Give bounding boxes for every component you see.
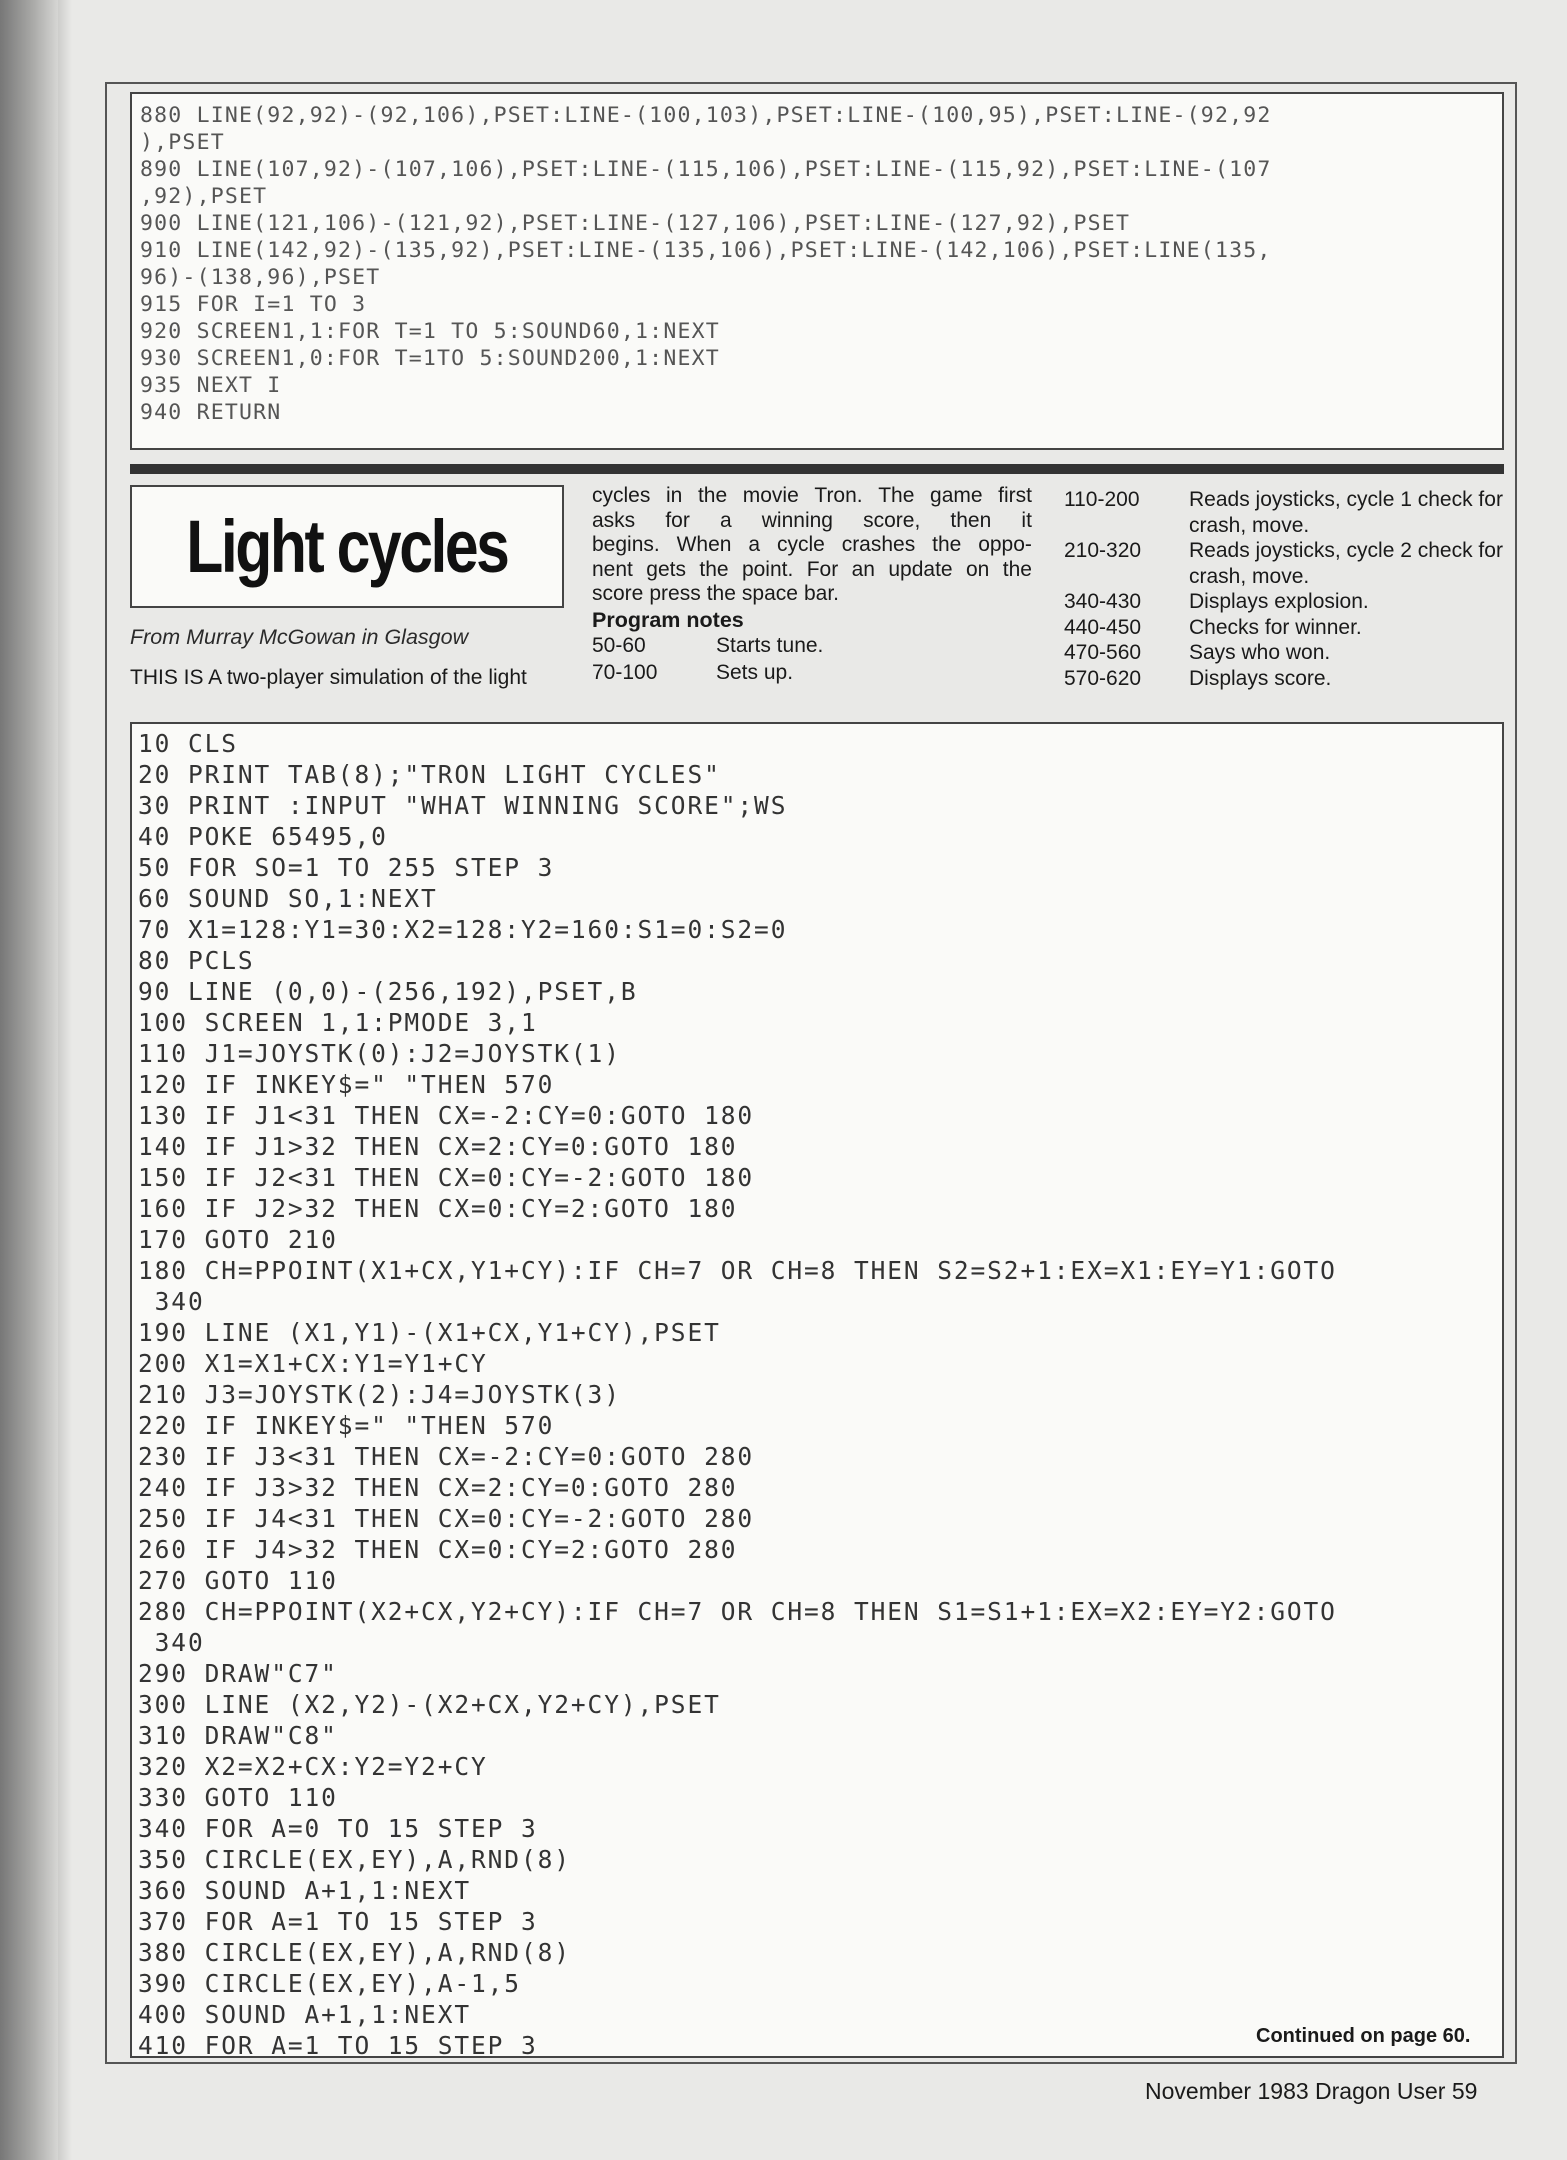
word: for: [665, 508, 690, 532]
note-description: Reads joysticks, cycle 1 check for crash, move.: [1189, 488, 1503, 537]
note-description: Reads joysticks, cycle 2 check for crash, move.: [1189, 539, 1503, 588]
program-note: [1064, 538, 1514, 589]
note-description: Displays score.: [1189, 666, 1332, 690]
word: asks: [592, 508, 636, 532]
article-line: [592, 484, 1032, 509]
main-code-listing: [130, 722, 1504, 2058]
code-line: 920 SCREEN1,1:FOR T=1 TO 5:SOUND60,1:NEXT: [140, 319, 720, 344]
code-line: 160 IF J2>32 THEN CX=0:CY=2:GOTO 180: [138, 1194, 738, 1223]
code-line: 150 IF J2<31 THEN CX=0:CY=-2:GOTO 180: [138, 1163, 755, 1192]
line-range: 440-450: [1064, 615, 1142, 639]
code-line: 30 PRINT :INPUT "WHAT WINNING SCORE";WS: [138, 791, 788, 820]
word: update: [888, 557, 953, 581]
code-line: 230 IF J3<31 THEN CX=-2:CY=0:GOTO 280: [138, 1442, 755, 1471]
code-line: 400 SOUND A+1,1:NEXT: [138, 2000, 472, 2029]
code-line: 390 CIRCLE(EX,EY),A-1,5: [138, 1969, 521, 1998]
note-description: Checks for winner.: [1189, 615, 1362, 639]
word: the: [706, 582, 736, 605]
code-line: 140 IF J1>32 THEN CX=2:CY=0:GOTO 180: [138, 1132, 738, 1161]
line-range: 70-100: [592, 660, 658, 684]
code-line: 40 POKE 65495,0: [138, 822, 388, 851]
code-line: 100 SCREEN 1,1:PMODE 3,1: [138, 1008, 538, 1037]
program-note: [1064, 666, 1514, 692]
top-code-listing: [130, 92, 1504, 450]
code-line: 130 IF J1<31 THEN CX=-2:CY=0:GOTO 180: [138, 1101, 755, 1130]
continued-note: Continued on page 60.: [1256, 2025, 1471, 2047]
code-line: 910 LINE(142,92)-(135,92),PSET:LINE-(135,106),PSET:LINE-(142,106),PSET:LINE(135,: [140, 238, 1272, 263]
code-line: 260 IF J4>32 THEN CX=0:CY=2:GOTO 280: [138, 1535, 738, 1564]
code-line: 940 RETURN: [140, 400, 282, 425]
code-line: 250 IF J4<31 THEN CX=0:CY=-2:GOTO 280: [138, 1504, 755, 1533]
word: begins.: [592, 533, 660, 556]
article-line: [592, 558, 1032, 583]
word: winning: [761, 508, 833, 532]
code-line: 290 DRAW"C7": [138, 1659, 338, 1688]
code-line: 240 IF J3>32 THEN CX=2:CY=0:GOTO 280: [138, 1473, 738, 1502]
word: then: [950, 508, 992, 532]
code-line: 80 PCLS: [138, 946, 255, 975]
word: in: [665, 484, 683, 507]
code-line: 370 FOR A=1 TO 15 STEP 3: [138, 1907, 538, 1936]
word: space: [741, 582, 798, 605]
word: bar.: [803, 582, 839, 605]
word: point.: [741, 557, 794, 581]
code-line: 340 FOR A=0 TO 15 STEP 3: [138, 1814, 538, 1843]
word: game: [930, 484, 983, 507]
article-body: [592, 484, 1032, 607]
word: oppo-: [978, 533, 1032, 556]
note-description: Says who won.: [1189, 641, 1331, 664]
code-line: 890 LINE(107,92)-(107,106),PSET:LINE-(115,106),PSET:LINE-(115,92),PSET:LINE-(107: [140, 157, 1272, 182]
word: score,: [863, 508, 921, 532]
word: press: [649, 582, 701, 605]
word: gets: [646, 557, 686, 581]
code-line: 120 IF INKEY$=" "THEN 570: [138, 1070, 555, 1099]
intro-text: THIS IS A two-player simulation of the light: [130, 666, 527, 689]
program-note: [592, 661, 1032, 686]
article-title: Light cycles: [186, 505, 508, 588]
line-range: 110-200: [1064, 488, 1140, 511]
article-line: [592, 533, 1032, 558]
code-line: 900 LINE(121,106)-(121,92),PSET:LINE-(127,106),PSET:LINE-(127,92),PSET: [140, 211, 1131, 236]
code-line: 90 LINE (0,0)-(256,192),PSET,B: [138, 977, 638, 1006]
word: When: [676, 533, 732, 556]
article-line: [592, 582, 1032, 607]
program-notes-right: [1064, 487, 1514, 691]
word: cycle: [776, 533, 825, 556]
byline: From Murray McGowan in Glasgow: [130, 625, 469, 649]
word: cycles: [592, 484, 651, 507]
code-line: 50 FOR SO=1 TO 255 STEP 3: [138, 853, 555, 882]
book-binding: [0, 0, 58, 2160]
program-note: [1064, 615, 1514, 641]
word: first: [998, 484, 1032, 507]
code-line: 340: [138, 1628, 205, 1657]
code-line: 410 FOR A=1 TO 15 STEP 3: [138, 2031, 538, 2060]
word: an: [851, 557, 875, 581]
program-note: [1064, 589, 1514, 615]
note-description: Sets up.: [716, 660, 794, 684]
code-line: 270 GOTO 110: [138, 1566, 338, 1595]
word: a: [748, 533, 761, 556]
article-line: [592, 509, 1032, 534]
note-description: Displays explosion.: [1189, 590, 1369, 613]
code-line: 340: [138, 1287, 205, 1316]
program-notes-left: [592, 634, 1032, 685]
code-line: 930 SCREEN1,0:FOR T=1TO 5:SOUND200,1:NEXT: [140, 346, 720, 371]
code-line: 96)-(138,96),PSET: [140, 265, 381, 290]
code-line: 170 GOTO 210: [138, 1225, 338, 1254]
program-notes-heading: Program notes: [592, 607, 744, 632]
line-range: 570-620: [1064, 666, 1142, 690]
word: the: [932, 533, 962, 556]
word: For: [806, 557, 839, 581]
code-line: 60 SOUND SO,1:NEXT: [138, 884, 438, 913]
word: on: [965, 557, 990, 581]
program-note: [592, 634, 1032, 659]
section-divider: [130, 464, 1504, 474]
code-line: 200 X1=X1+CX:Y1=Y1+CY: [138, 1349, 488, 1378]
code-line: 210 J3=JOYSTK(2):J4=JOYSTK(3): [138, 1380, 621, 1409]
program-note: [1064, 640, 1514, 666]
word: the: [699, 557, 729, 581]
article-column-2: [592, 484, 1032, 685]
code-line: 915 FOR I=1 TO 3: [140, 292, 367, 317]
title-box: [130, 485, 564, 608]
word: movie: [742, 484, 799, 507]
code-line: ,92),PSET: [140, 184, 268, 209]
word: The: [878, 484, 915, 507]
word: Tron.: [814, 484, 863, 507]
code-line: 300 LINE (X2,Y2)-(X2+CX,Y2+CY),PSET: [138, 1690, 721, 1719]
page-footer: November 1983 Dragon User 59: [1145, 2078, 1478, 2104]
code-line: 70 X1=128:Y1=30:X2=128:Y2=160:S1=0:S2=0: [138, 915, 788, 944]
note-description: Starts tune.: [716, 634, 824, 657]
code-line: 180 CH=PPOINT(X1+CX,Y1+CY):IF CH=7 OR CH=8 THEN S2=S2+1:EX=X1:EY=Y1:GOTO: [138, 1256, 1337, 1285]
line-range: 340-430: [1064, 590, 1142, 613]
page-gutter-shadow: [58, 0, 72, 2160]
code-line: 310 DRAW"C8": [138, 1721, 338, 1750]
code-line: 350 CIRCLE(EX,EY),A,RND(8): [138, 1845, 571, 1874]
word: the: [697, 484, 728, 507]
code-line: 360 SOUND A+1,1:NEXT: [138, 1876, 472, 1905]
code-line: 320 X2=X2+CX:Y2=Y2+CY: [138, 1752, 488, 1781]
word: the: [1002, 557, 1032, 581]
code-line: 220 IF INKEY$=" "THEN 570: [138, 1411, 555, 1440]
code-line: 280 CH=PPOINT(X2+CX,Y2+CY):IF CH=7 OR CH=8 THEN S1=S1+1:EX=X2:EY=Y2:GOTO: [138, 1597, 1337, 1626]
program-note: [1064, 487, 1514, 538]
code-line: 880 LINE(92,92)-(92,106),PSET:LINE-(100,103),PSET:LINE-(100,95),PSET:LINE-(92,92: [140, 103, 1272, 128]
word: nent: [592, 557, 633, 581]
word: it: [1021, 508, 1032, 532]
code-line: ),PSET: [140, 130, 225, 155]
code-line: 110 J1=JOYSTK(0):J2=JOYSTK(1): [138, 1039, 621, 1068]
code-line: 190 LINE (X1,Y1)-(X1+CX,Y1+CY),PSET: [138, 1318, 721, 1347]
code-line: 380 CIRCLE(EX,EY),A,RND(8): [138, 1938, 571, 1967]
line-range: 210-320: [1064, 539, 1142, 562]
line-range: 50-60: [592, 634, 646, 657]
code-line: 10 CLS: [138, 729, 238, 758]
code-line: 935 NEXT I: [140, 373, 282, 398]
code-line: 330 GOTO 110: [138, 1783, 338, 1812]
word: a: [719, 508, 732, 532]
code-line: 20 PRINT TAB(8);"TRON LIGHT CYCLES": [138, 760, 721, 789]
word: crashes: [841, 533, 916, 556]
line-range: 470-560: [1064, 641, 1142, 664]
word: score: [592, 582, 644, 605]
